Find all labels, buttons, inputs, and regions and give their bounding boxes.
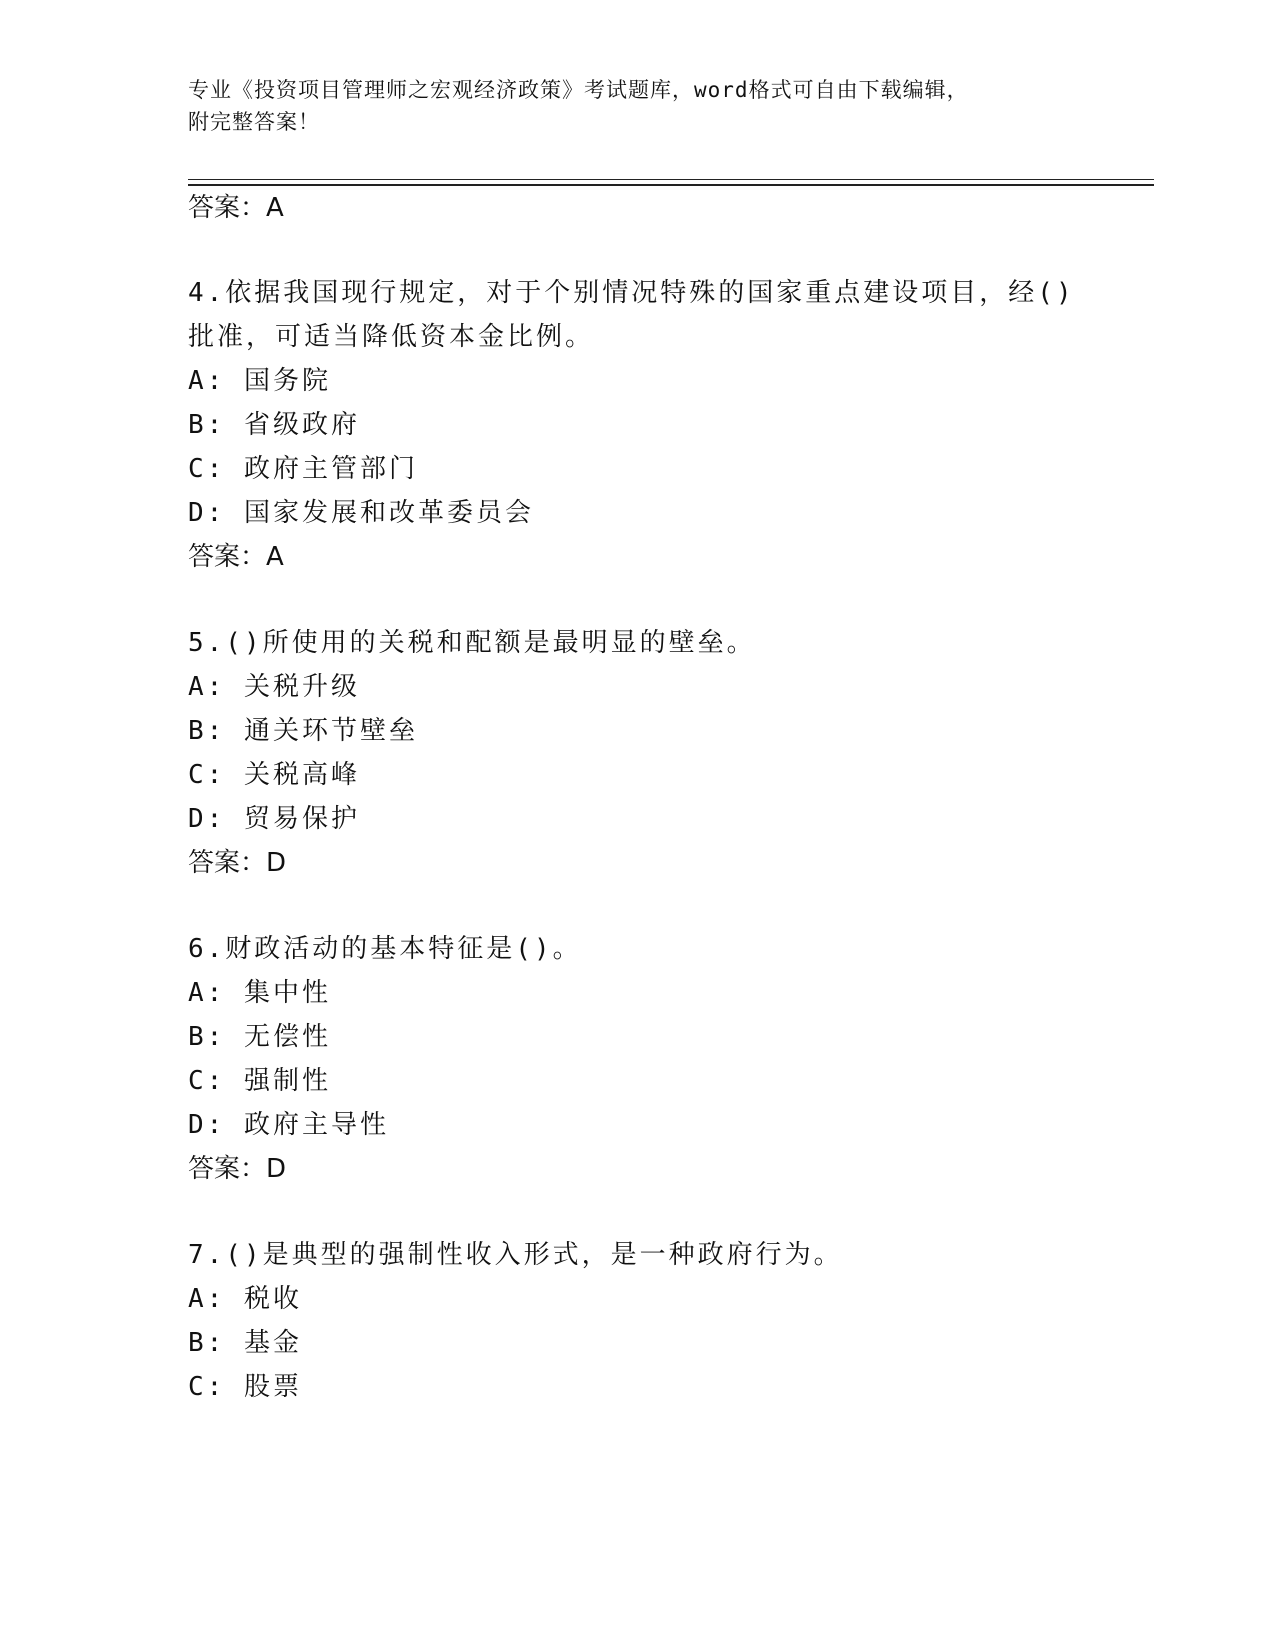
question-4-answer: 答案：A xyxy=(188,542,284,572)
question-4-stem-line-1: 4.依据我国现行规定，对于个别情况特殊的国家重点建设项目，经() xyxy=(188,278,1075,308)
question-6-option-c: C: 强制性 xyxy=(188,1066,331,1096)
header-divider-thick xyxy=(188,184,1154,186)
question-7-option-b: B: 基金 xyxy=(188,1328,302,1358)
header-divider-thin xyxy=(188,179,1154,180)
answer-q3: 答案：A xyxy=(188,193,284,223)
question-5-answer: 答案：D xyxy=(188,848,287,878)
question-7-option-a: A: 税收 xyxy=(188,1284,302,1314)
question-5-option-c: C: 关税高峰 xyxy=(188,760,360,790)
question-6-answer: 答案：D xyxy=(188,1154,287,1184)
question-7-option-c: C: 股票 xyxy=(188,1372,302,1402)
header-line-1: 专业《投资项目管理师之宏观经济政策》考试题库，word格式可自由下载编辑， xyxy=(188,78,969,102)
header-line-2: 附完整答案！ xyxy=(188,110,320,134)
question-6-option-d: D: 政府主导性 xyxy=(188,1110,389,1140)
question-5-option-d: D: 贸易保护 xyxy=(188,804,360,834)
question-5-stem: 5.()所使用的关税和配额是最明显的壁垒。 xyxy=(188,628,756,658)
question-7-stem: 7.()是典型的强制性收入形式，是一种政府行为。 xyxy=(188,1240,843,1270)
question-4-option-c: C: 政府主管部门 xyxy=(188,454,418,484)
question-5-option-b: B: 通关环节壁垒 xyxy=(188,716,418,746)
question-4-option-d: D: 国家发展和改革委员会 xyxy=(188,498,534,528)
document-header xyxy=(188,74,1088,138)
question-6-option-a: A: 集中性 xyxy=(188,978,331,1008)
question-4-stem-line-2: 批准，可适当降低资本金比例。 xyxy=(188,322,595,352)
question-4-option-b: B: 省级政府 xyxy=(188,410,360,440)
question-6-option-b: B: 无偿性 xyxy=(188,1022,331,1052)
question-4-option-a: A: 国务院 xyxy=(188,366,331,396)
question-6-stem: 6.财政活动的基本特征是()。 xyxy=(188,934,582,964)
question-5-option-a: A: 关税升级 xyxy=(188,672,360,702)
